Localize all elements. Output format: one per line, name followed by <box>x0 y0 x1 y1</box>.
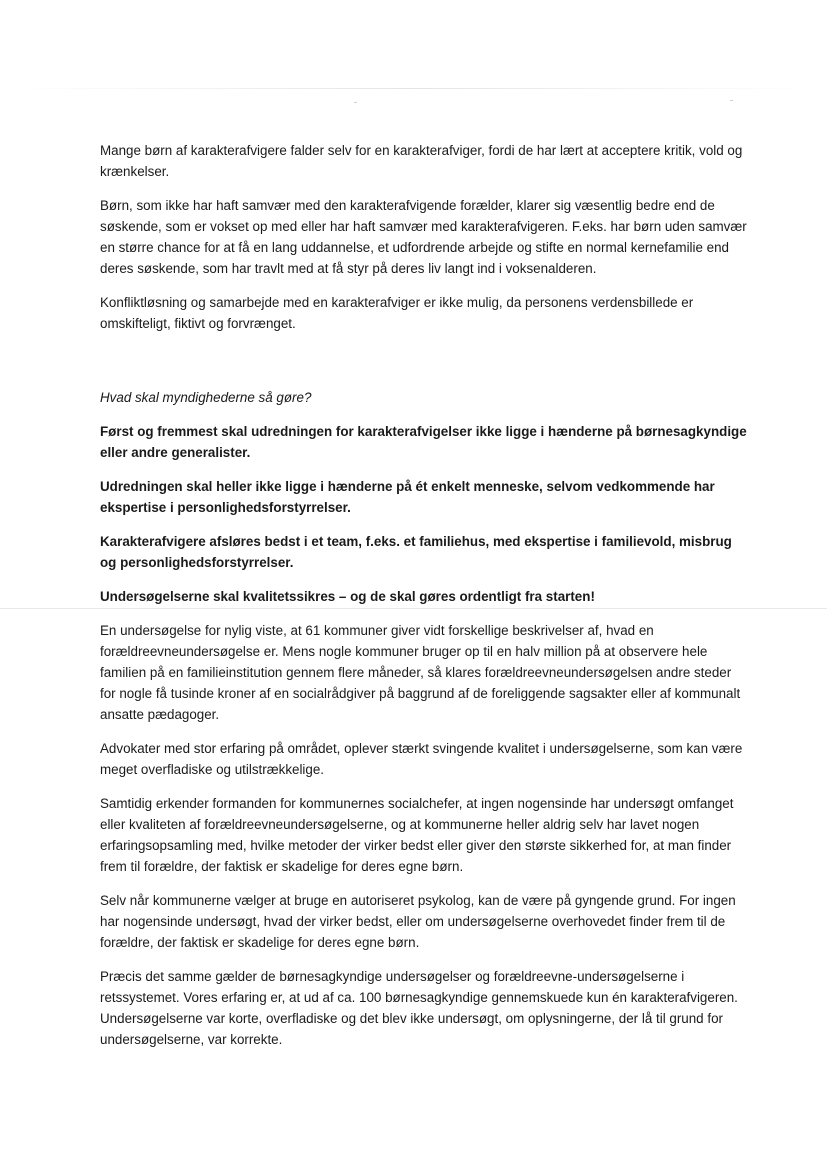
paragraph: Samtidig erkender formanden for kommunernes socialchefer, at ingen nogensinde har undersøgt omfanget eller kvaliteten af forældreevneundersøgelserne, og at kommunerne heller aldrig selv har lavet nogen erfaringsopsamling med, hvilke metoder der virker bedst eller giver den største sikkerhed for, at man finder frem til forældre, der faktisk er skadelige for deres egne børn. <box>100 796 734 874</box>
paragraph: Konfliktløsning og samarbejde med en karakterafviger er ikke mulig, da personens verdensbillede er omskifteligt, fiktivt og forvrænget. <box>100 295 694 331</box>
section-spacer <box>100 347 748 387</box>
paragraph: Mange børn af karakterafvigere falder selv for en karakterafviger, fordi de har lært at acceptere kritik, vold og krænkelser. <box>100 143 743 179</box>
paragraph: Børn, som ikke har haft samvær med den karakterafvigende forælder, klarer sig væsentlig bedre end de søskende, som er vokset op med eller har haft samvær med karakterafvigeren. F.eks. har børn uden samvær en større chance for at få en lang uddannelse, et udfordrende arbejde og stifte en normal kernefamilie end deres søskende, som har travlt med at få styr på deres liv langt ind i voksenalderen. <box>100 198 747 276</box>
document-body <box>100 140 748 1063</box>
bold-statement: Udredningen skal heller ikke ligge i hænderne på ét enkelt menneske, selvom vedkommende har ekspertise i personlighedsforstyrrelser. <box>100 479 715 515</box>
scan-speck <box>354 102 357 103</box>
paragraph: Advokater med stor erfaring på området, oplever stærkt svingende kvalitet i undersøgelserne, som kan være meget overfladiske og utilstrækkelige. <box>100 741 743 777</box>
section-question-heading: Hvad skal myndighederne så gøre? <box>100 390 312 405</box>
paragraph: Selv når kommunerne vælger at bruge en autoriseret psykolog, kan de være på gyngende grund. For ingen har nogensinde undersøgt, hvad der virker bedst, eller om undersøgelserne overhovedet finder frem til de forældre, der faktisk er skadelige for deres egne børn. <box>100 893 736 950</box>
paragraph: Præcis det samme gælder de børnesagkyndige undersøgelser og forældreevne-undersøgelserne i retssystemet. Vores erfaring er, at ud af ca. 100 børnesagkyndige gennemskuede kun én karakterafvigeren. Undersøgelserne var korte, overfladiske og det blev ikke undersøgt, om oplysningerne, der lå til grund for undersøgelserne, var korrekte. <box>100 969 738 1047</box>
scan-artifact-line <box>10 88 817 89</box>
bold-statement: Karakterafvigere afsløres bedst i et team, f.eks. et familiehus, med ekspertise i familievold, misbrug og personlighedsforstyrrelser. <box>100 534 732 570</box>
bold-statement: Undersøgelserne skal kvalitetssikres – og de skal gøres ordentligt fra starten! <box>100 586 748 607</box>
scan-speck <box>730 100 733 101</box>
paragraph: En undersøgelse for nylig viste, at 61 kommuner giver vidt forskellige beskrivelser af, hvad en forældreevneundersøgelse er. Mens nogle kommuner bruger op til en halv million på at observere hele familien på en familieinstitution gennem flere måneder, så klares forældreevneundersøgelsen andre steder for nogle få tusinde kroner af en socialrådgiver på baggrund af de foreliggende sagsakter eller af kommunalt ansatte pædagoger. <box>100 623 741 722</box>
bold-statement: Først og fremmest skal udredningen for karakterafvigelser ikke ligge i hænderne på børnesagkyndige eller andre generalister. <box>100 424 747 460</box>
